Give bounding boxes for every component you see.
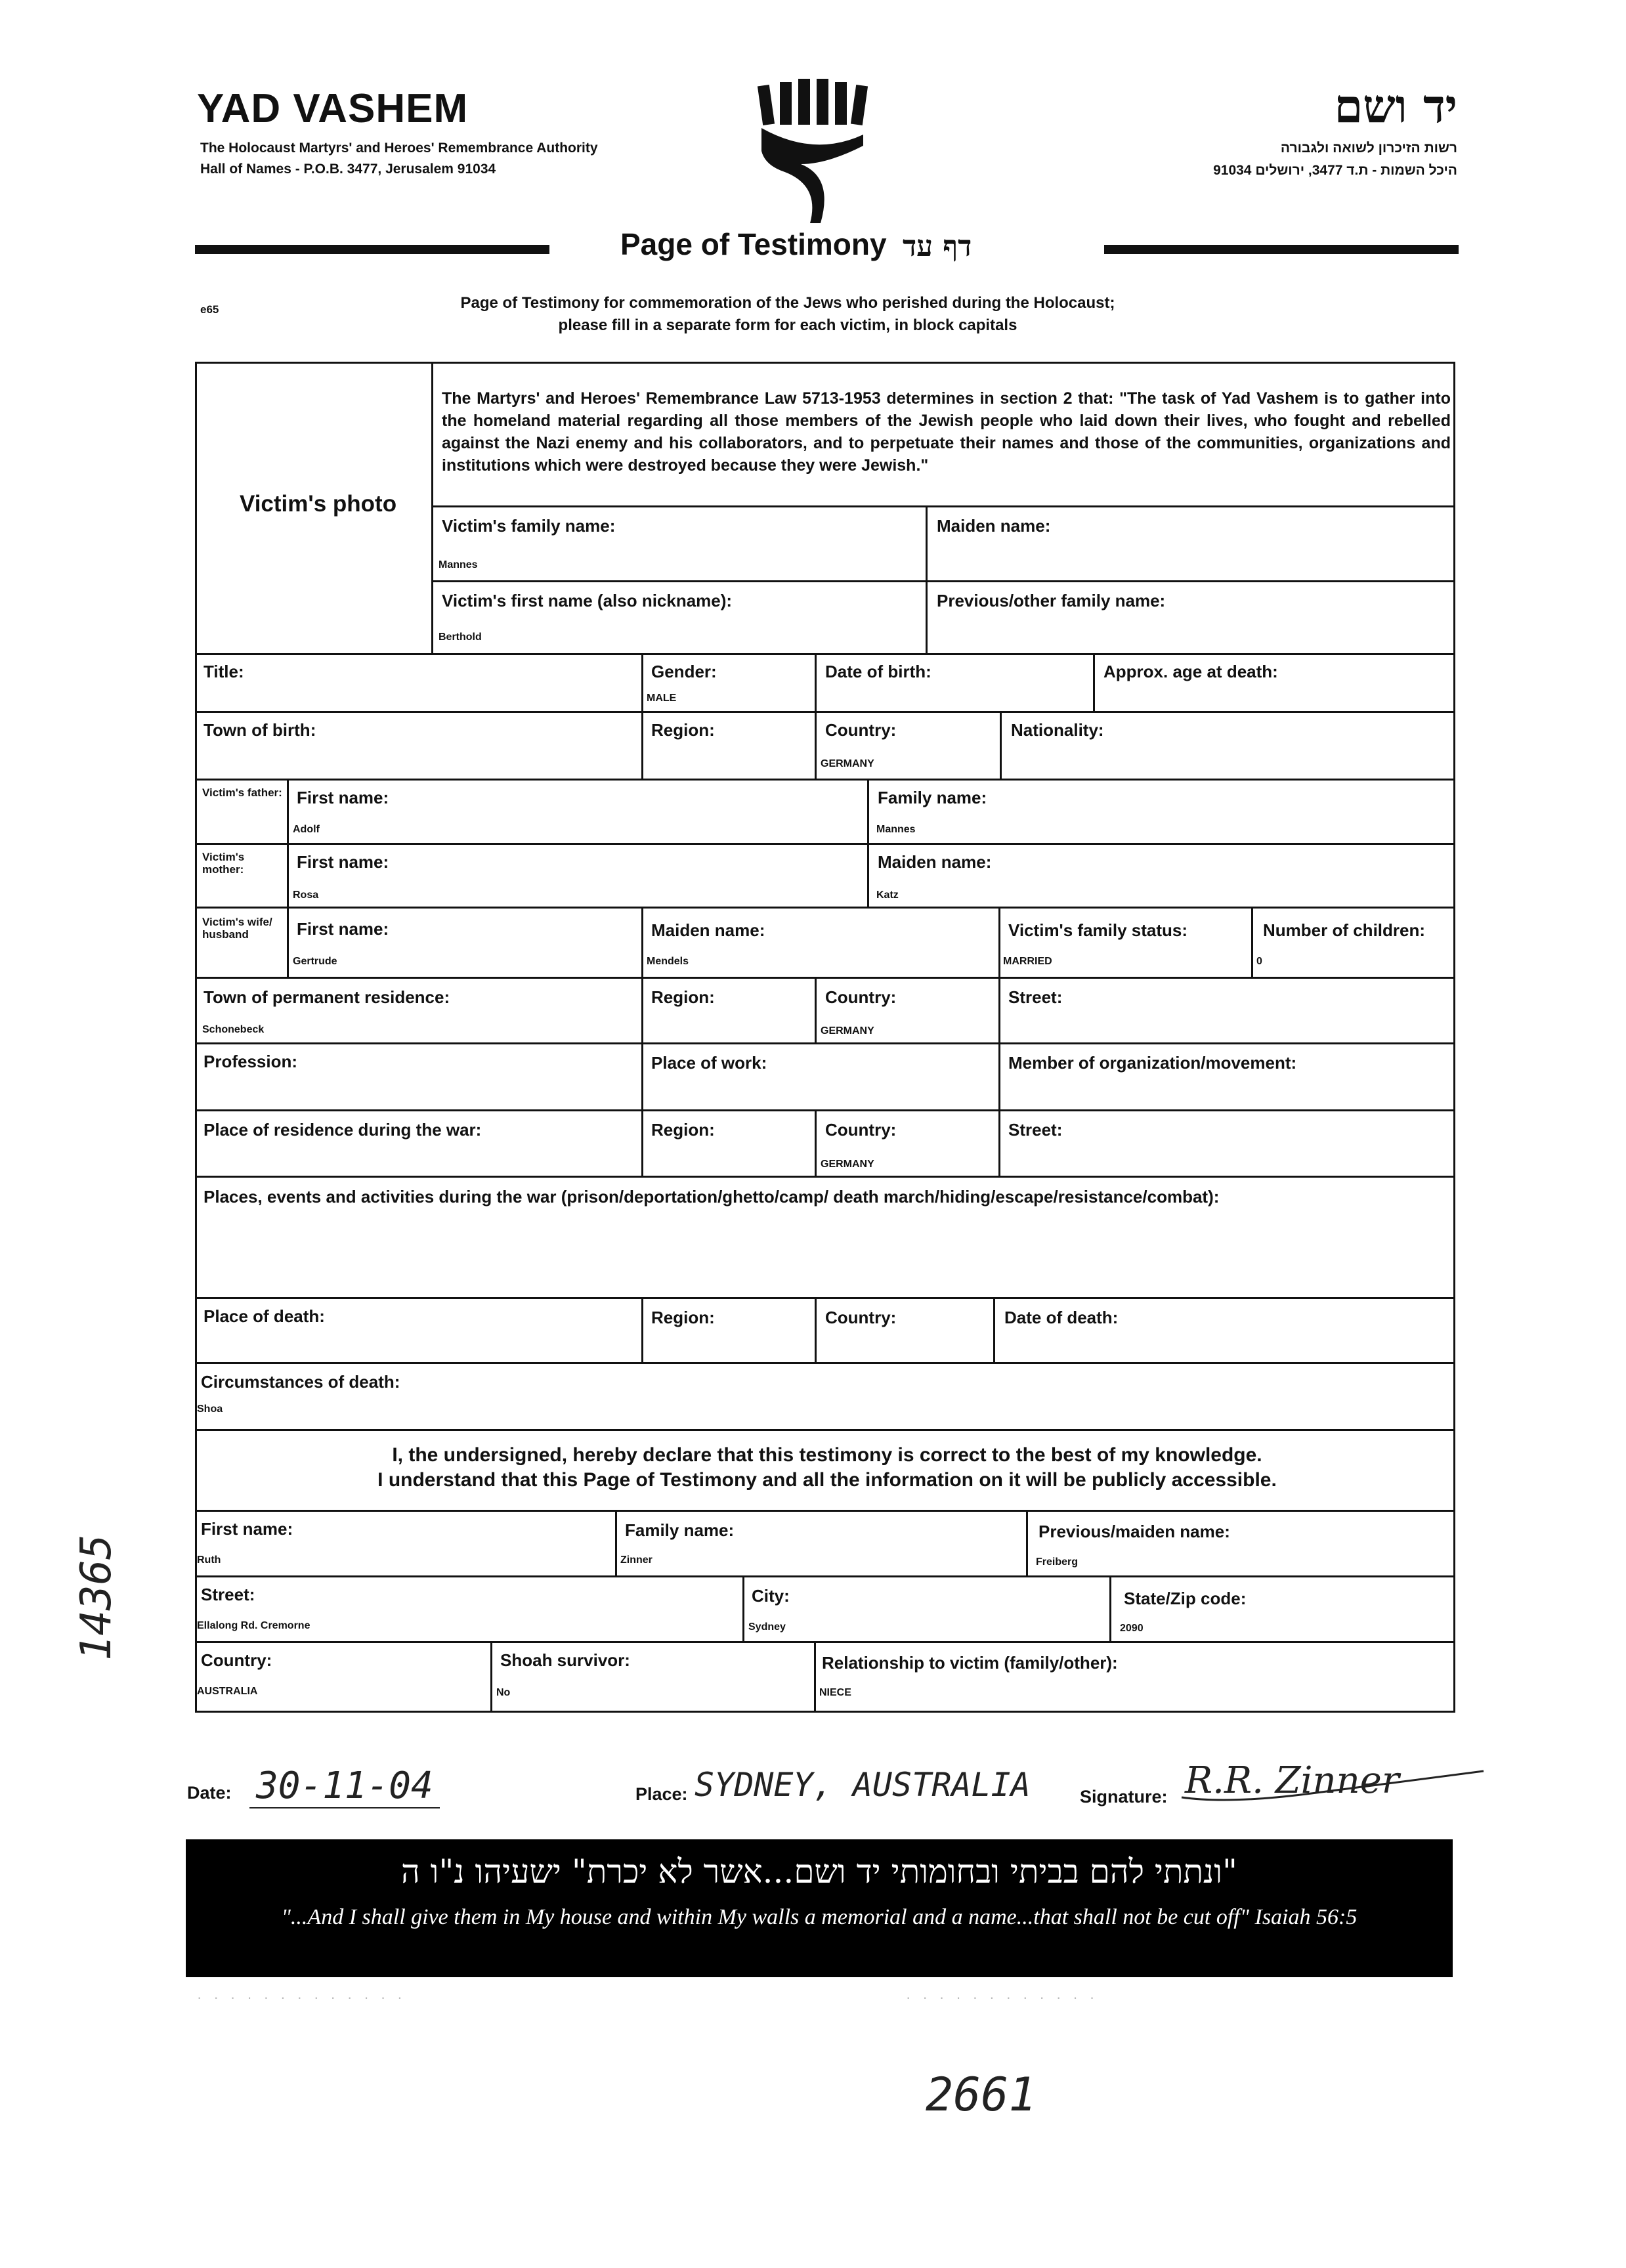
- rule: [490, 1641, 492, 1713]
- rule: [431, 580, 1455, 582]
- rule: [195, 843, 1455, 845]
- profession-label: Profession:: [203, 1052, 298, 1071]
- rule: [195, 653, 1455, 655]
- country-of-birth-value[interactable]: GERMANY: [821, 758, 874, 769]
- bottom-number: 2661: [926, 2068, 1037, 2122]
- rule: [815, 1297, 817, 1364]
- rule: [431, 505, 1455, 507]
- war-street-label: Street:: [1008, 1120, 1063, 1140]
- victim-family-name-value[interactable]: Mannes: [439, 559, 478, 570]
- father-family-name-value[interactable]: Mannes: [876, 824, 916, 835]
- org-name: YAD VASHEM: [197, 86, 469, 131]
- father-first-name-label: First name:: [297, 788, 389, 807]
- rule: [815, 1109, 817, 1178]
- country-of-birth-label: Country:: [825, 720, 897, 740]
- family-status-value[interactable]: MARRIED: [1003, 956, 1052, 967]
- father-family-name-label: Family name:: [878, 788, 987, 807]
- organization-membership-label: Member of organization/movement:: [1008, 1053, 1297, 1073]
- war-country-value[interactable]: GERMANY: [821, 1159, 874, 1170]
- war-events-label: Places, events and activities during the war (prison/deportation/ghetto/camp/ death march/hiding/escape/resistance/combat):: [203, 1187, 1220, 1207]
- rule: [195, 1176, 1455, 1178]
- maiden-name-label: Maiden name:: [937, 516, 1051, 536]
- relationship-value[interactable]: NIECE: [819, 1687, 851, 1698]
- instruction-line-2: please fill in a separate form for each victim, in block capitals: [558, 316, 1017, 334]
- spouse-maiden-name-value[interactable]: Mendels: [647, 956, 689, 967]
- rule: [641, 977, 643, 1178]
- region-of-birth-label: Region:: [651, 720, 715, 740]
- rule: [1000, 711, 1002, 781]
- org-line-1-hebrew: רשות הזיכרון לשואה ולגבורה: [1280, 140, 1457, 156]
- org-line-2: Hall of Names - P.O.B. 3477, Jerusalem 91034: [200, 161, 496, 177]
- rule: [195, 1510, 1455, 1512]
- quote-hebrew: "ונתתי להם בביתי ובחומותי יד ושם...אשר לא יכרת" ישעיהו נ"ו ה: [400, 1852, 1238, 1891]
- rule: [641, 907, 643, 979]
- date-value[interactable]: 30-11-04: [249, 1765, 440, 1808]
- archive-number: 14365: [72, 1534, 121, 1661]
- circumstances-of-death-value[interactable]: Shoa: [197, 1403, 223, 1415]
- mother-maiden-name-label: Maiden name:: [878, 852, 992, 872]
- rule: [195, 1042, 1455, 1044]
- rule: [1109, 1575, 1111, 1643]
- spouse-first-name-value[interactable]: Gertrude: [293, 956, 337, 967]
- place-label: Place:: [635, 1784, 688, 1804]
- mother-first-name-label: First name:: [297, 852, 389, 872]
- rule: [815, 653, 817, 713]
- nationality-label: Nationality:: [1011, 720, 1104, 740]
- submitter-country-label: Country:: [201, 1650, 272, 1670]
- submitter-country-value[interactable]: AUSTRALIA: [197, 1686, 258, 1697]
- submitter-city-label: City:: [752, 1586, 790, 1606]
- submitter-street-label: Street:: [201, 1585, 255, 1604]
- submitter-family-name-value[interactable]: Zinner: [620, 1554, 653, 1566]
- date-of-birth-label: Date of birth:: [825, 662, 931, 681]
- scan-noise: · · · · · · · · · · · ·: [906, 1989, 1099, 2005]
- death-country-label: Country:: [825, 1308, 897, 1327]
- rule: [195, 1575, 1455, 1577]
- gender-value[interactable]: MALE: [647, 693, 677, 704]
- town-of-birth-label: Town of birth:: [203, 720, 316, 740]
- relationship-label: Relationship to victim (family/other):: [822, 1653, 1118, 1673]
- circumstances-of-death-label: Circumstances of death:: [201, 1372, 400, 1392]
- victim-first-name-label: Victim's first name (also nickname):: [442, 591, 733, 610]
- rule: [814, 1641, 816, 1713]
- rule: [287, 779, 289, 979]
- number-of-children-value[interactable]: 0: [1256, 956, 1262, 967]
- rule: [195, 1109, 1455, 1111]
- rule: [195, 1429, 1455, 1431]
- date-label: Date:: [187, 1783, 232, 1803]
- rule: [641, 653, 643, 713]
- scan-noise: · · · · · · · · · · · · ·: [197, 1989, 406, 2005]
- submitter-first-name-value[interactable]: Ruth: [197, 1554, 221, 1566]
- mother-maiden-name-value[interactable]: Katz: [876, 889, 899, 901]
- rule: [815, 711, 817, 781]
- residence-country-label: Country:: [825, 987, 897, 1007]
- submitter-zip-label: State/Zip code:: [1124, 1589, 1247, 1608]
- place-of-work-label: Place of work:: [651, 1053, 767, 1073]
- rule: [195, 1297, 1455, 1299]
- victim-first-name-value[interactable]: Berthold: [439, 631, 482, 643]
- residence-region-label: Region:: [651, 987, 715, 1007]
- rule: [1093, 653, 1095, 713]
- war-region-label: Region:: [651, 1120, 715, 1140]
- submitter-city-value[interactable]: Sydney: [748, 1621, 786, 1633]
- rule: [1251, 907, 1253, 979]
- title-label: Title:: [203, 662, 244, 681]
- age-at-death-label: Approx. age at death:: [1103, 662, 1278, 681]
- rule: [195, 1641, 1455, 1643]
- father-first-name-value[interactable]: Adolf: [293, 824, 320, 835]
- declaration-line-2: I understand that this Page of Testimony and all the information on it will be publicly accessible.: [377, 1469, 1277, 1491]
- mother-row-label: Victim's mother:: [202, 851, 245, 876]
- org-line-2-hebrew: היכל השמות - ת.ד 3477, ירושלים 91034: [1213, 163, 1457, 178]
- place-value[interactable]: SYDNEY, AUSTRALIA: [695, 1766, 1031, 1804]
- rule: [195, 779, 1455, 781]
- date-of-death-label: Date of death:: [1004, 1308, 1119, 1327]
- victim-family-name-label: Victim's family name:: [442, 516, 616, 536]
- rule: [641, 711, 643, 781]
- war-residence-label: Place of residence during the war:: [203, 1120, 482, 1140]
- title-rule-left: [195, 245, 549, 254]
- shoah-survivor-value[interactable]: No: [496, 1687, 511, 1698]
- victims-photo-label: Victim's photo: [240, 491, 397, 517]
- war-country-label: Country:: [825, 1120, 897, 1140]
- father-row-label: Victim's father:: [202, 786, 282, 799]
- rule: [195, 711, 1455, 713]
- title-rule-right: [1104, 245, 1459, 254]
- residence-street-label: Street:: [1008, 987, 1063, 1007]
- submitter-family-name-label: Family name:: [625, 1520, 735, 1540]
- spouse-first-name-label: First name:: [297, 919, 389, 939]
- number-of-children-label: Number of children:: [1263, 920, 1426, 940]
- declaration-line-1: I, the undersigned, hereby declare that this testimony is correct to the best of my knowledge.: [392, 1444, 1262, 1466]
- rule: [1026, 1510, 1028, 1577]
- rule: [641, 1297, 643, 1364]
- rule: [998, 907, 1000, 979]
- menorah-logo-icon: [755, 72, 873, 223]
- place-of-death-label: Place of death:: [203, 1306, 325, 1326]
- town-of-residence-value[interactable]: Schonebeck: [202, 1024, 265, 1035]
- photo-divider: [431, 362, 433, 655]
- submitter-maiden-name-label: Previous/maiden name:: [1038, 1522, 1230, 1541]
- form-code: e65: [200, 303, 219, 316]
- page-title-hebrew: דף עד: [903, 230, 972, 263]
- spouse-maiden-name-label: Maiden name:: [651, 920, 765, 940]
- gender-label: Gender:: [651, 662, 717, 681]
- spouse-row-label: Victim's wife/ husband: [202, 916, 272, 941]
- rule: [742, 1575, 744, 1643]
- org-line-1: The Holocaust Martyrs' and Heroes' Remembrance Authority: [200, 140, 598, 156]
- rule: [195, 907, 1455, 909]
- submitter-first-name-label: First name:: [201, 1519, 293, 1539]
- previous-family-name-label: Previous/other family name:: [937, 591, 1166, 610]
- law-text: The Martyrs' and Heroes' Remembrance Law 5713-1953 determines in section 2 that: "The task of Yad Vashem is to gather into the homeland material regarding all those members of the Jewish people who laid down their lives, who fought and rebelled against the Nazi enemy and his collaborators, and to perpetuate their names and those of the communities, organizations and institutions which were destroyed because they were Jewish.": [442, 389, 1451, 475]
- rule: [998, 977, 1000, 1178]
- instruction-line-1: Page of Testimony for commemoration of the Jews who perished during the Holocaust;: [460, 294, 1115, 312]
- page-title: Page of Testimony: [620, 227, 887, 261]
- mother-first-name-value[interactable]: Rosa: [293, 889, 319, 901]
- submitter-street-value[interactable]: Ellalong Rd. Cremorne: [197, 1620, 310, 1631]
- quote-english: "...And I shall give them in My house and within My walls a memorial and a name...that shall not be cut off" Isaiah 56:5: [281, 1905, 1358, 1929]
- death-region-label: Region:: [651, 1308, 715, 1327]
- shoah-survivor-label: Shoah survivor:: [500, 1650, 630, 1670]
- submitter-maiden-name-value[interactable]: Freiberg: [1036, 1556, 1079, 1568]
- signature-stroke-icon: [1175, 1758, 1490, 1817]
- submitter-zip-value[interactable]: 2090: [1120, 1623, 1144, 1634]
- rule: [615, 1510, 617, 1577]
- town-of-residence-label: Town of permanent residence:: [203, 987, 450, 1007]
- signature-value[interactable]: R.R. Zinner: [1185, 1759, 1400, 1802]
- signature-label: Signature:: [1080, 1787, 1168, 1807]
- family-status-label: Victim's family status:: [1008, 920, 1188, 940]
- residence-country-value[interactable]: GERMANY: [821, 1025, 874, 1037]
- rule: [195, 1362, 1455, 1364]
- rule: [815, 977, 817, 1044]
- rule: [195, 977, 1455, 979]
- org-name-hebrew: יד ושם: [1334, 79, 1457, 133]
- rule: [993, 1297, 995, 1364]
